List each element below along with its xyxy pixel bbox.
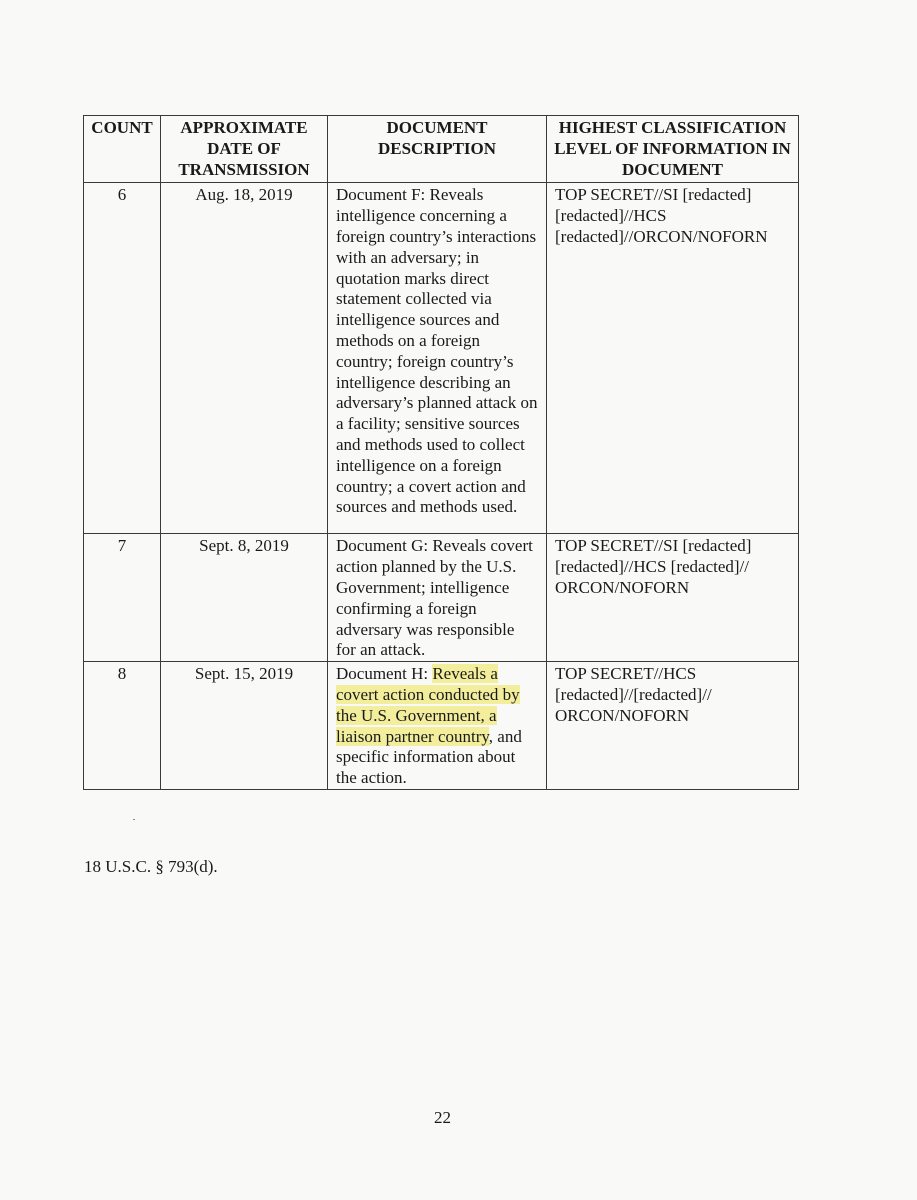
counts-table bbox=[83, 115, 799, 790]
row-description bbox=[328, 662, 547, 790]
row-description: Document F: Reveals intelligence concerning a foreign country’s interactions with an adversary; in quotation marks direct statement collected via intelligence sources and methods on a foreign country; foreign country’s intelligence describing an adversary’s planned attack on a facility; sensitive sources and methods used to collect intelligence on a foreign country; a covert action and sources and methods used. bbox=[328, 183, 547, 534]
row-count: 7 bbox=[84, 534, 161, 662]
row-count: 6 bbox=[84, 183, 161, 534]
row-description: Document G: Reveals covert action planned by the U.S. Government; intelligence confirming a foreign adversary was responsible for an attack. bbox=[328, 534, 547, 662]
row-classification: TOP SECRET//SI [redacted] [redacted]//HCS [redacted]//ORCON/NOFORN bbox=[547, 183, 799, 534]
description-prefix: Document H: bbox=[336, 664, 433, 684]
page-number: 22 bbox=[434, 1108, 451, 1127]
statute-citation: 18 U.S.C. § 793(d). bbox=[84, 857, 218, 876]
row-count: 8 bbox=[84, 662, 161, 790]
header-description: DOCUMENT DESCRIPTION bbox=[328, 116, 547, 183]
row-classification: TOP SECRET//SI [redacted] [redacted]//HCS [redacted]// ORCON/NOFORN bbox=[547, 534, 799, 662]
description-suffix: , and specific information about the action. bbox=[336, 726, 522, 788]
row-classification: TOP SECRET//HCS [redacted]//[redacted]// ORCON/NOFORN bbox=[547, 662, 799, 790]
row-date: Sept. 8, 2019 bbox=[161, 534, 328, 662]
highlighted-text: Reveals a covert action conducted by the U.S. Government, a liaison partner country bbox=[336, 664, 520, 746]
row-date: Aug. 18, 2019 bbox=[161, 183, 328, 534]
table-header-row bbox=[84, 116, 799, 183]
header-count: COUNT bbox=[84, 116, 161, 183]
header-date: APPROXIMATE DATE OF TRANSMISSION bbox=[161, 116, 328, 183]
row-date: Sept. 15, 2019 bbox=[161, 662, 328, 790]
table-row bbox=[84, 183, 799, 534]
table-row bbox=[84, 534, 799, 662]
table-row bbox=[84, 662, 799, 790]
header-classification: HIGHEST CLASSIFICATION LEVEL OF INFORMATION IN DOCUMENT bbox=[547, 116, 799, 183]
scan-speck bbox=[133, 819, 135, 820]
